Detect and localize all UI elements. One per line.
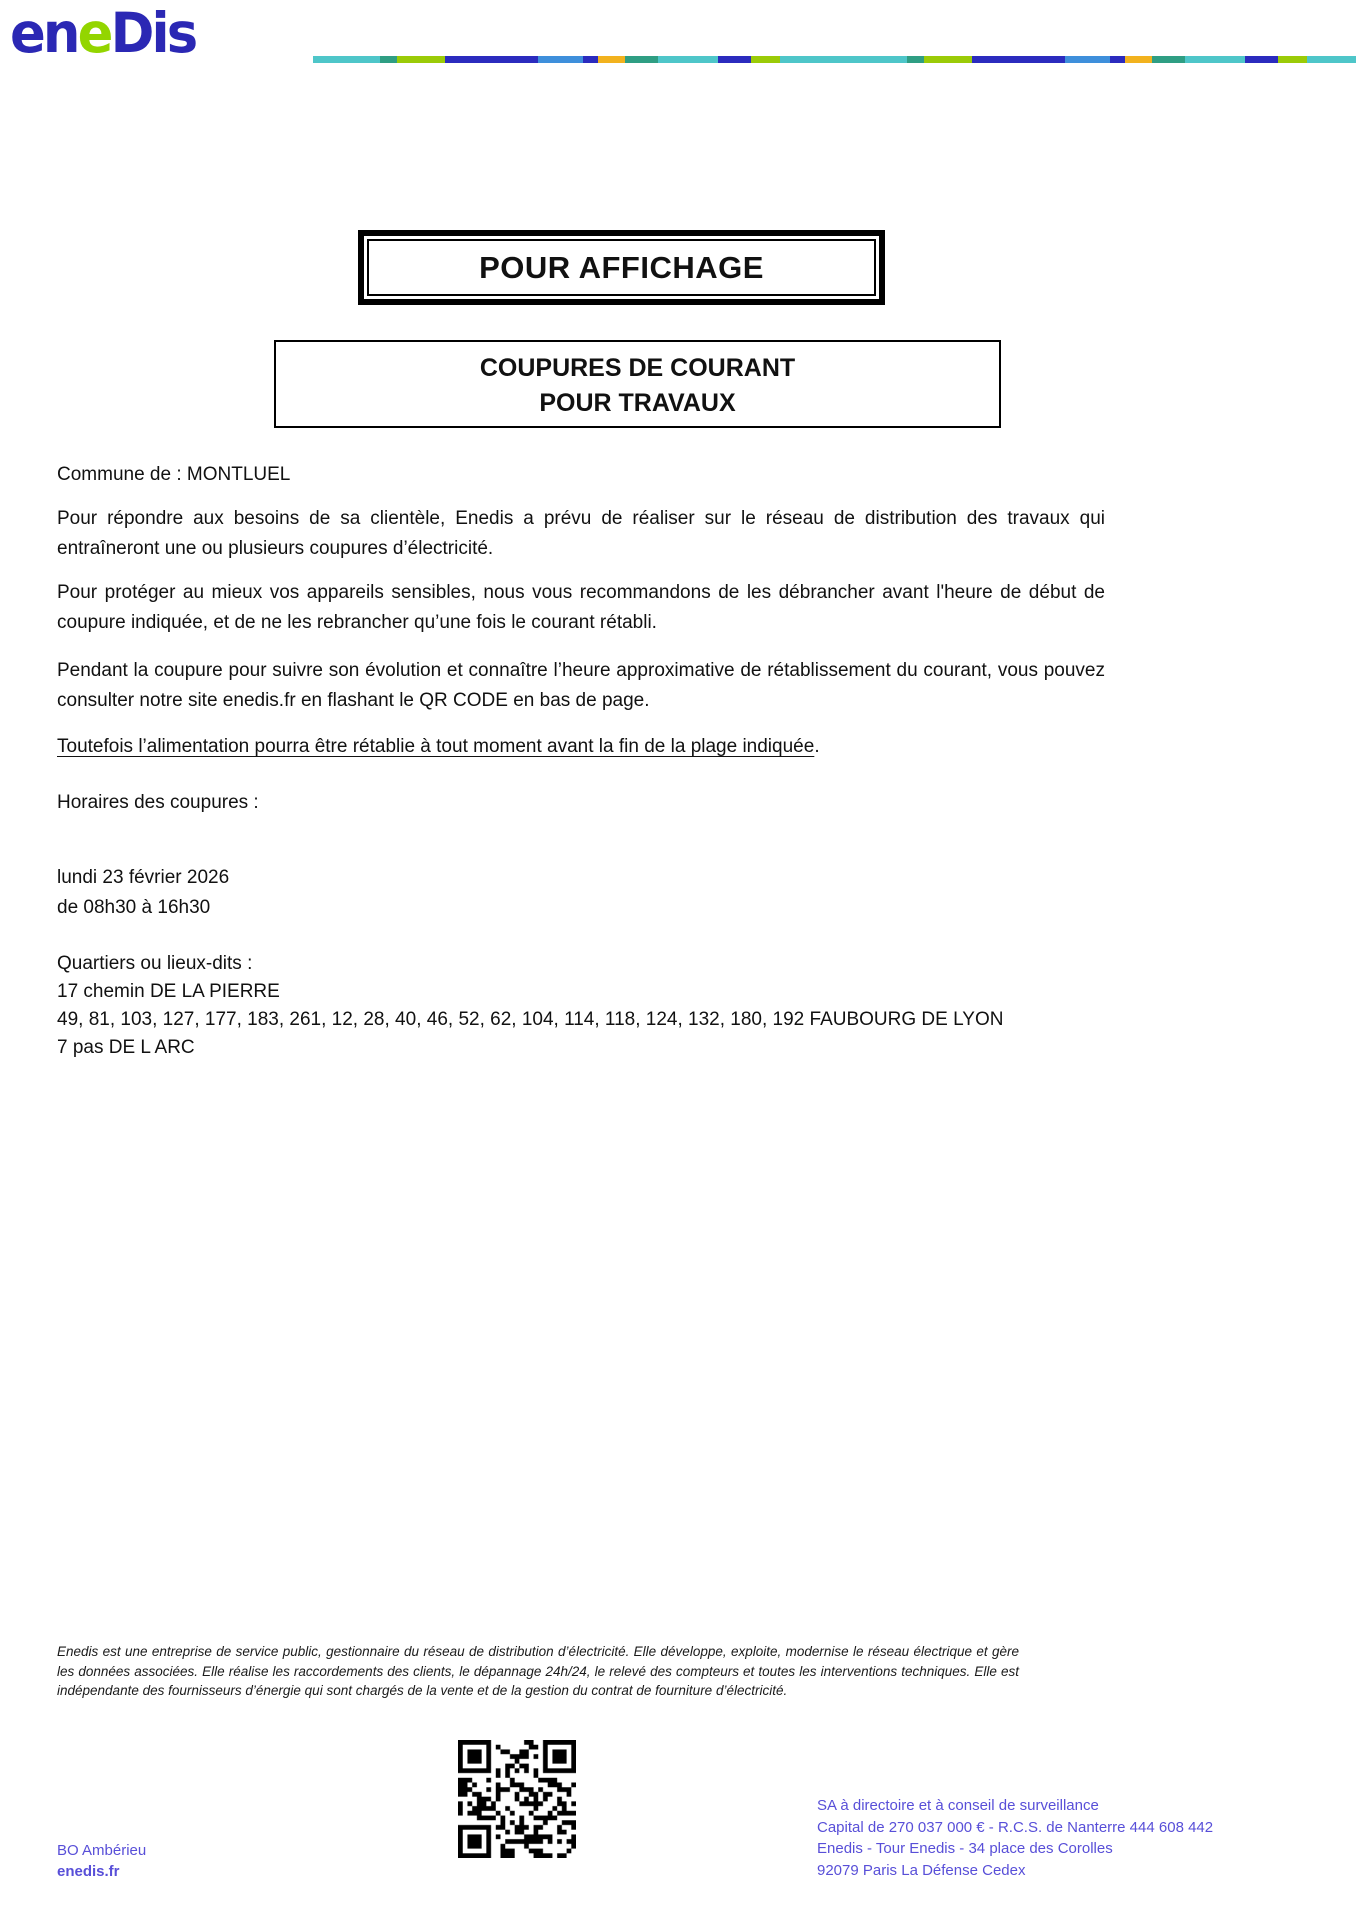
divider-segment: [658, 56, 718, 63]
divider-segment: [1152, 56, 1185, 63]
document-body: [57, 230, 1105, 1062]
divider-segment: [907, 56, 924, 63]
enedis-logo: [10, 1, 196, 65]
outage-time: de 08h30 à 16h30: [57, 897, 211, 918]
footer-company-block: [817, 1795, 1213, 1881]
logo-text-blue-left: en: [10, 1, 78, 65]
divider-segment: [1185, 56, 1245, 63]
divider-segment: [972, 56, 1065, 63]
divider-segment: [625, 56, 658, 63]
toutefois-period: .: [814, 736, 820, 757]
logo-text-blue-right: Dis: [110, 1, 196, 65]
paragraph-protection: Pour protéger au mieux vos appareils sensibles, nous vous recommandons de les débrancher avant l'heure de début de coupure indiquée, et de ne les rebrancher qu’une fois le courant rétabli.: [57, 582, 1105, 633]
legal-notice: Enedis est une entreprise de service public, gestionnaire du réseau de distribution d’électricité. Elle développe, exploite, modernise le réseau électrique et gère les données associées. Elle réalise les raccordements des clients, le dépannage 24h/24, le relevé des compteurs et toutes les interventions techniques. Elle est indépendante des fournisseurs d’énergie qui sont chargés de la vente et de la gestion du contrat de fourniture d’électricité.: [57, 1644, 1019, 1698]
location-item: 49, 81, 103, 127, 177, 183, 261, 12, 28, 40, 46, 52, 62, 104, 114, 118, 124, 132, 180, 192 FAUBOURG DE LYON: [57, 1009, 1004, 1030]
paragraph-toutefois: [57, 732, 1105, 762]
divider-segment: [780, 56, 840, 63]
coupures-title-line2: POUR TRAVAUX: [539, 389, 736, 417]
divider-segment: [924, 56, 972, 63]
paragraph-suivi: Pendant la coupure pour suivre son évolution et connaître l’heure approximative de rétablissement du courant, vous pouvez consulter notre site enedis.fr en flashant le QR CODE en bas de page.: [57, 660, 1105, 711]
footer-company-line: SA à directoire et à conseil de surveillance: [817, 1797, 1099, 1814]
footer-office: BO Ambérieu: [57, 1842, 147, 1859]
toutefois-underlined-text: Toutefois l’alimentation pourra être rétablie à tout moment avant la fin de la plage indiquée: [57, 736, 815, 757]
divider-segment: [598, 56, 625, 63]
divider-segment: [1110, 56, 1125, 63]
footer-left-block: [57, 1840, 146, 1882]
divider-segment: [1065, 56, 1110, 63]
commune-line: Commune de : MONTLUEL: [57, 464, 291, 485]
outage-date: lundi 23 février 2026: [57, 867, 230, 888]
divider-segment: [718, 56, 751, 63]
logo-text-green: e: [77, 1, 111, 65]
divider-segment: [397, 56, 445, 63]
divider-segment: [1245, 56, 1278, 63]
footer-company-line: 92079 Paris La Défense Cedex: [817, 1861, 1026, 1879]
coupures-box: [274, 340, 1001, 428]
divider-segment: [840, 56, 907, 63]
divider-segment: [538, 56, 583, 63]
divider-segment: [1125, 56, 1152, 63]
locations-list: [57, 978, 1105, 1062]
divider-segment: [380, 56, 397, 63]
divider-segment: [1278, 56, 1307, 63]
pour-affichage-title: POUR AFFICHAGE: [367, 239, 876, 296]
location-item: 17 chemin DE LA PIERRE: [57, 981, 280, 1002]
pour-affichage-box: [358, 230, 885, 305]
location-item: 7 pas DE L ARC: [57, 1037, 195, 1058]
footer-website: enedis.fr: [57, 1863, 120, 1880]
divider-segment: [751, 56, 780, 63]
coupures-title-line1: COUPURES DE COURANT: [479, 354, 796, 382]
paragraph-intro: Pour répondre aux besoins de sa clientèle, Enedis a prévu de réaliser sur le réseau de distribution des travaux qui entraîneront une ou plusieurs coupures d’électricité.: [57, 508, 1105, 559]
footer-company-line: Enedis - Tour Enedis - 34 place des Corolles: [817, 1840, 1113, 1857]
horaires-heading: Horaires des coupures :: [57, 792, 259, 813]
footer-company-line: Capital de 270 037 000 € - R.C.S. de Nanterre 444 608 442: [817, 1818, 1214, 1836]
divider-segment: [445, 56, 538, 63]
divider-segment: [313, 56, 380, 63]
colored-dashed-divider: [313, 56, 1356, 63]
quartiers-heading: Quartiers ou lieux-dits :: [57, 953, 253, 974]
qr-code: [458, 1740, 576, 1858]
divider-segment: [583, 56, 598, 63]
divider-segment: [1307, 56, 1356, 63]
